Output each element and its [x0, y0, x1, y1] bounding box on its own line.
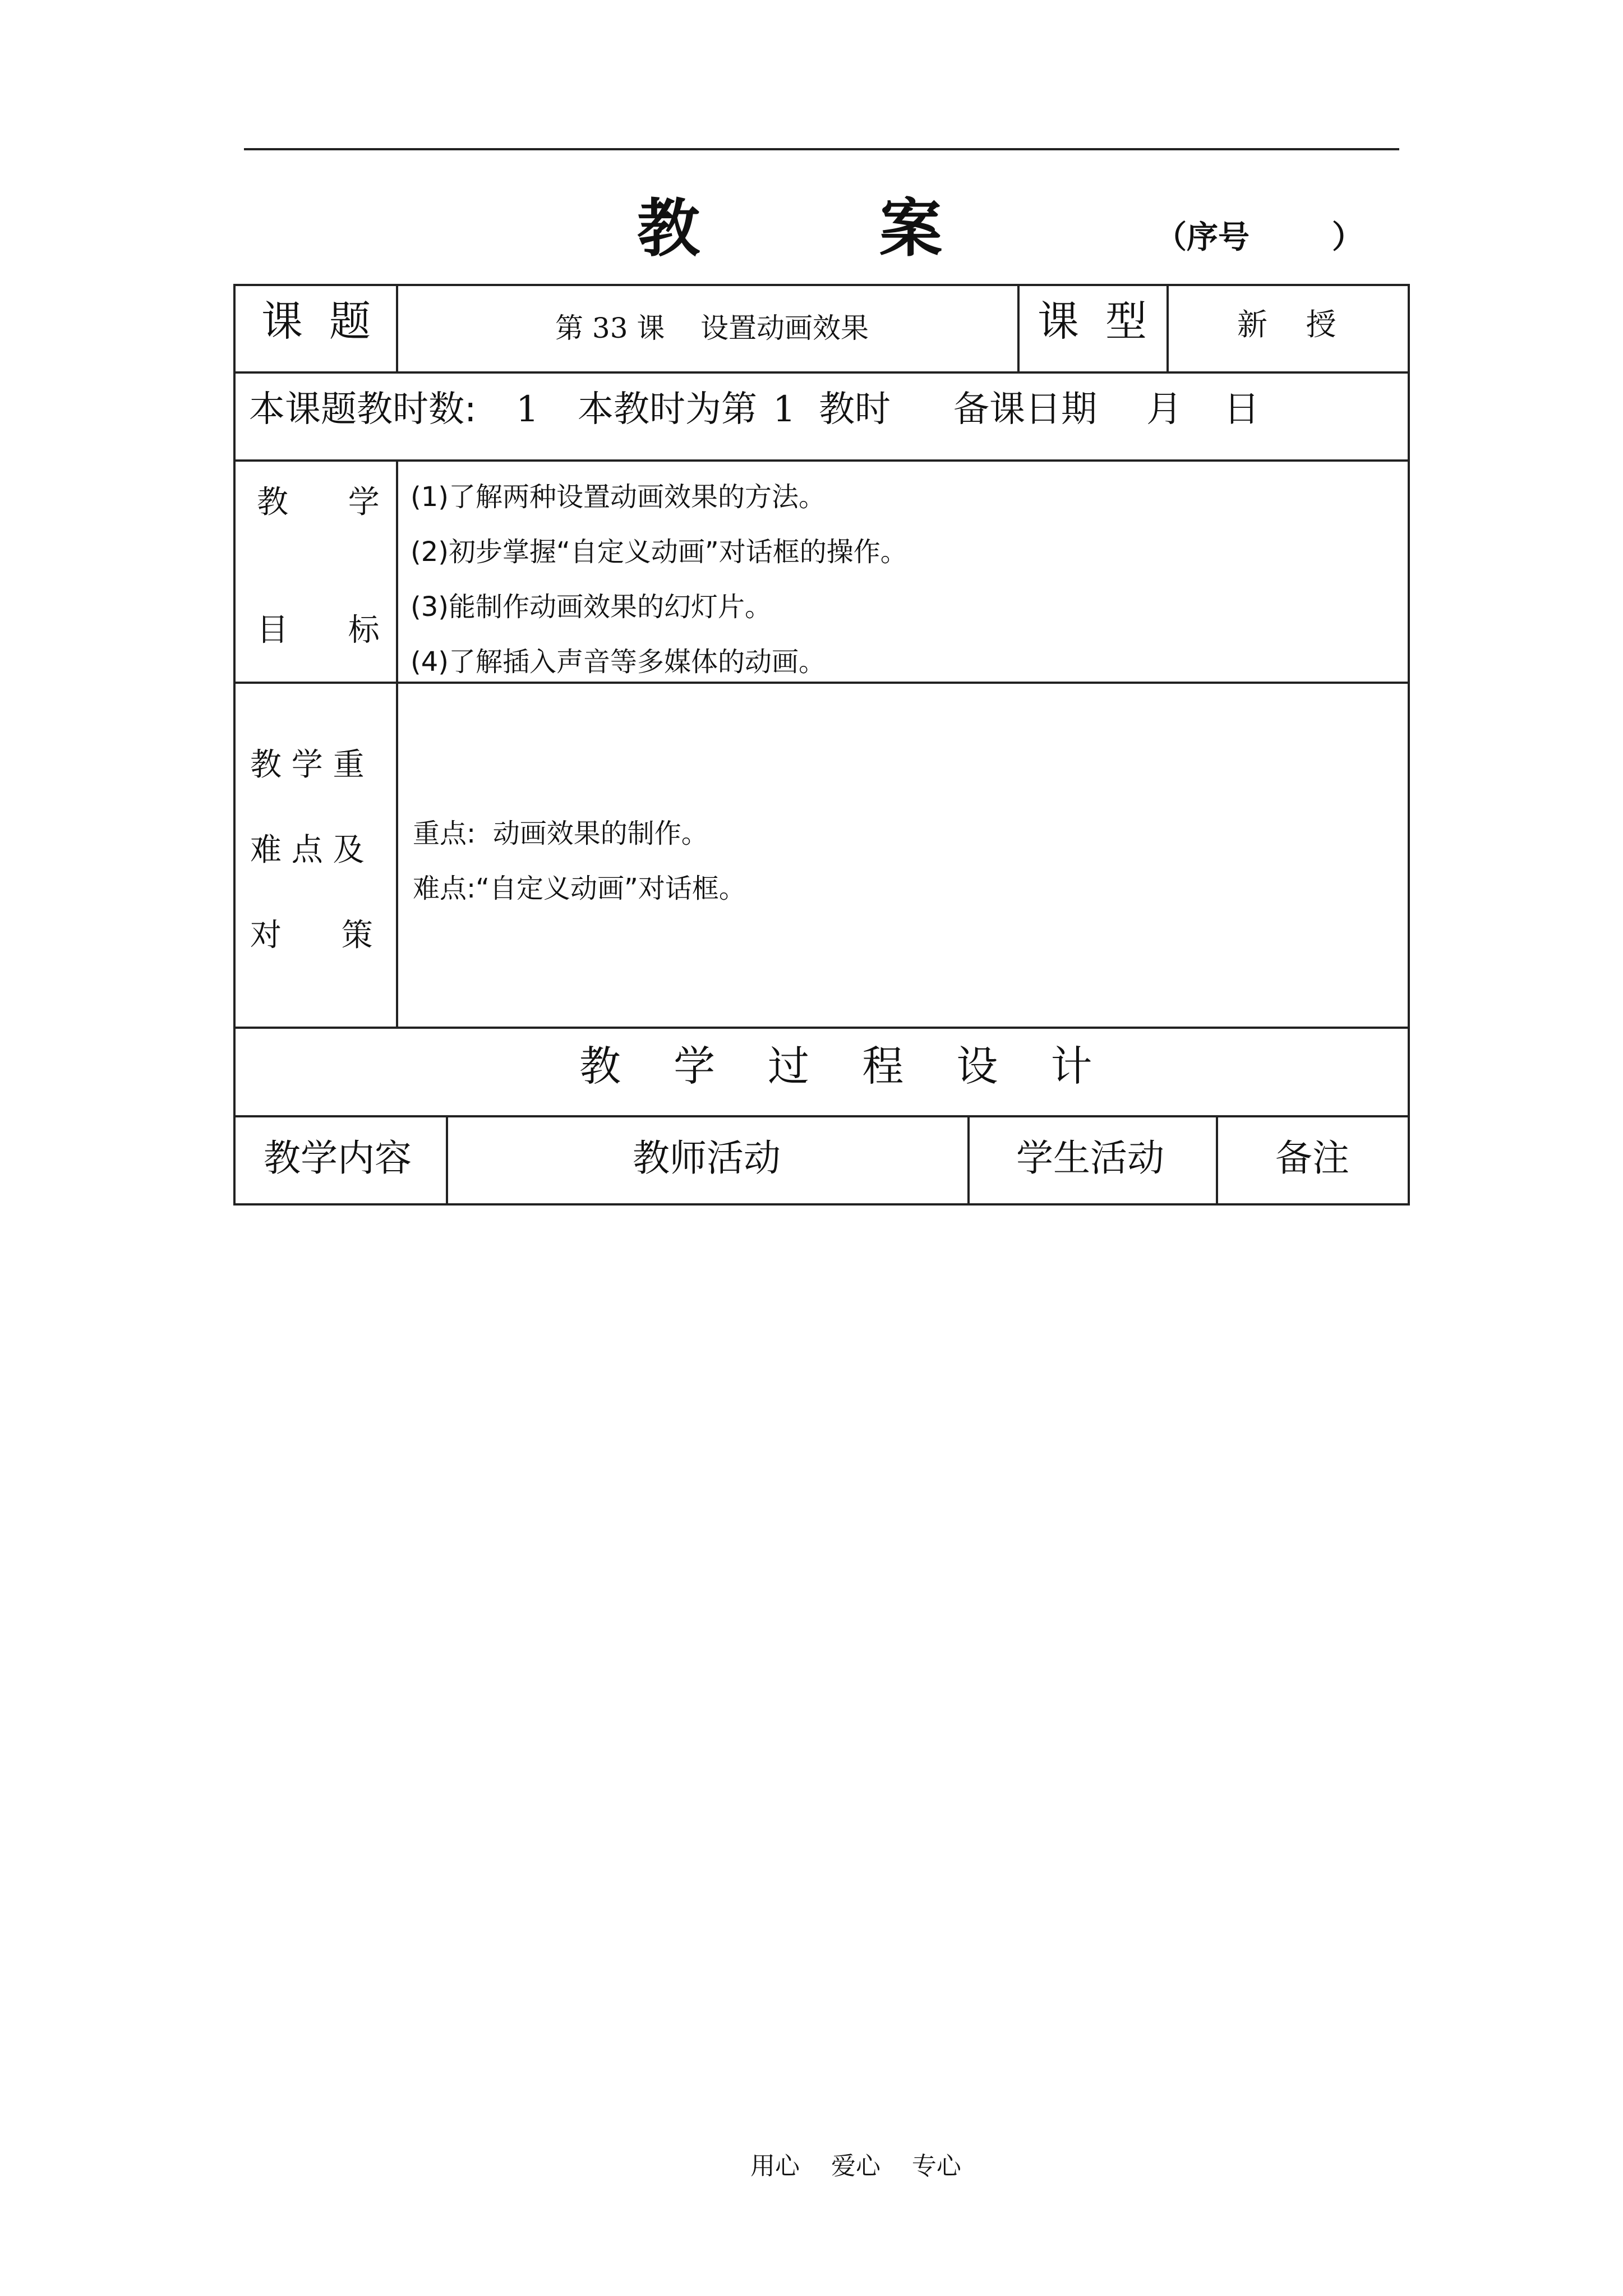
column-header-content: 教学内容	[264, 1137, 412, 1180]
key-point-item: 难点:“自定义动画”对话框。	[413, 873, 746, 904]
topic-divider-2	[1017, 284, 1020, 374]
prep-date-day: 日	[1224, 389, 1260, 430]
table-row-line-5	[233, 1027, 1410, 1029]
table-row-line-7	[233, 1203, 1410, 1205]
topic-label: 课 题	[261, 297, 371, 346]
objective-item: (2)初步掌握“自定义动画”对话框的操作。	[411, 536, 907, 568]
type-value: 新 授	[1237, 307, 1336, 342]
top-rule	[244, 148, 1399, 150]
table-row-line-4	[233, 682, 1410, 684]
table-border-left	[233, 284, 236, 1205]
topic-divider-1	[396, 284, 398, 374]
key-points-label-line: 难 点 及	[250, 832, 365, 868]
current-hour-label: 本教时为第	[578, 389, 757, 430]
type-label: 课 型	[1038, 297, 1147, 346]
footer-motto: 用心 爱心 专心	[750, 2152, 961, 2180]
prep-date-month: 月	[1146, 389, 1182, 430]
serial-number-close: ）	[1332, 219, 1363, 256]
serial-number-label: （序号	[1155, 219, 1249, 256]
objectives-label-bottom: 目 标	[257, 612, 380, 648]
column-header-student: 学生活动	[1016, 1137, 1164, 1180]
objective-item: (4)了解插入声音等多媒体的动画。	[411, 646, 826, 678]
column-header-teacher: 教师活动	[633, 1137, 781, 1180]
column-divider-3	[1216, 1115, 1218, 1205]
objective-item: (1)了解两种设置动画效果的方法。	[411, 481, 826, 513]
objectives-divider	[396, 459, 398, 1029]
prep-date-label: 备课日期	[953, 389, 1097, 430]
process-design-title: 教 学 过 程 设 计	[579, 1042, 1092, 1091]
objectives-label-top: 教 学	[257, 484, 380, 521]
current-hour-unit: 教时	[819, 389, 891, 430]
hours-total: 1	[516, 389, 539, 430]
page-title-char-2: 案	[879, 192, 942, 265]
column-divider-1	[446, 1115, 448, 1205]
hours-label: 本课题教时数:	[249, 389, 477, 430]
column-divider-2	[967, 1115, 970, 1205]
key-points-label-line: 教 学 重	[250, 747, 365, 783]
table-row-line-3	[233, 459, 1410, 462]
page-title-char-1: 教	[637, 192, 700, 265]
current-hour-value: 1	[773, 389, 796, 430]
key-points-label-line: 对 策	[250, 917, 373, 954]
objective-item: (3)能制作动画效果的幻灯片。	[411, 591, 772, 623]
table-row-line-6	[233, 1115, 1410, 1117]
column-header-notes: 备注	[1275, 1137, 1349, 1180]
topic-value: 第 33 课 设置动画效果	[555, 312, 869, 344]
table-row-line-1	[233, 284, 1410, 286]
topic-divider-3	[1166, 284, 1169, 374]
table-row-line-2	[233, 371, 1410, 374]
table-border-right	[1408, 284, 1410, 1205]
key-point-item: 重点: 动画效果的制作。	[413, 818, 708, 849]
